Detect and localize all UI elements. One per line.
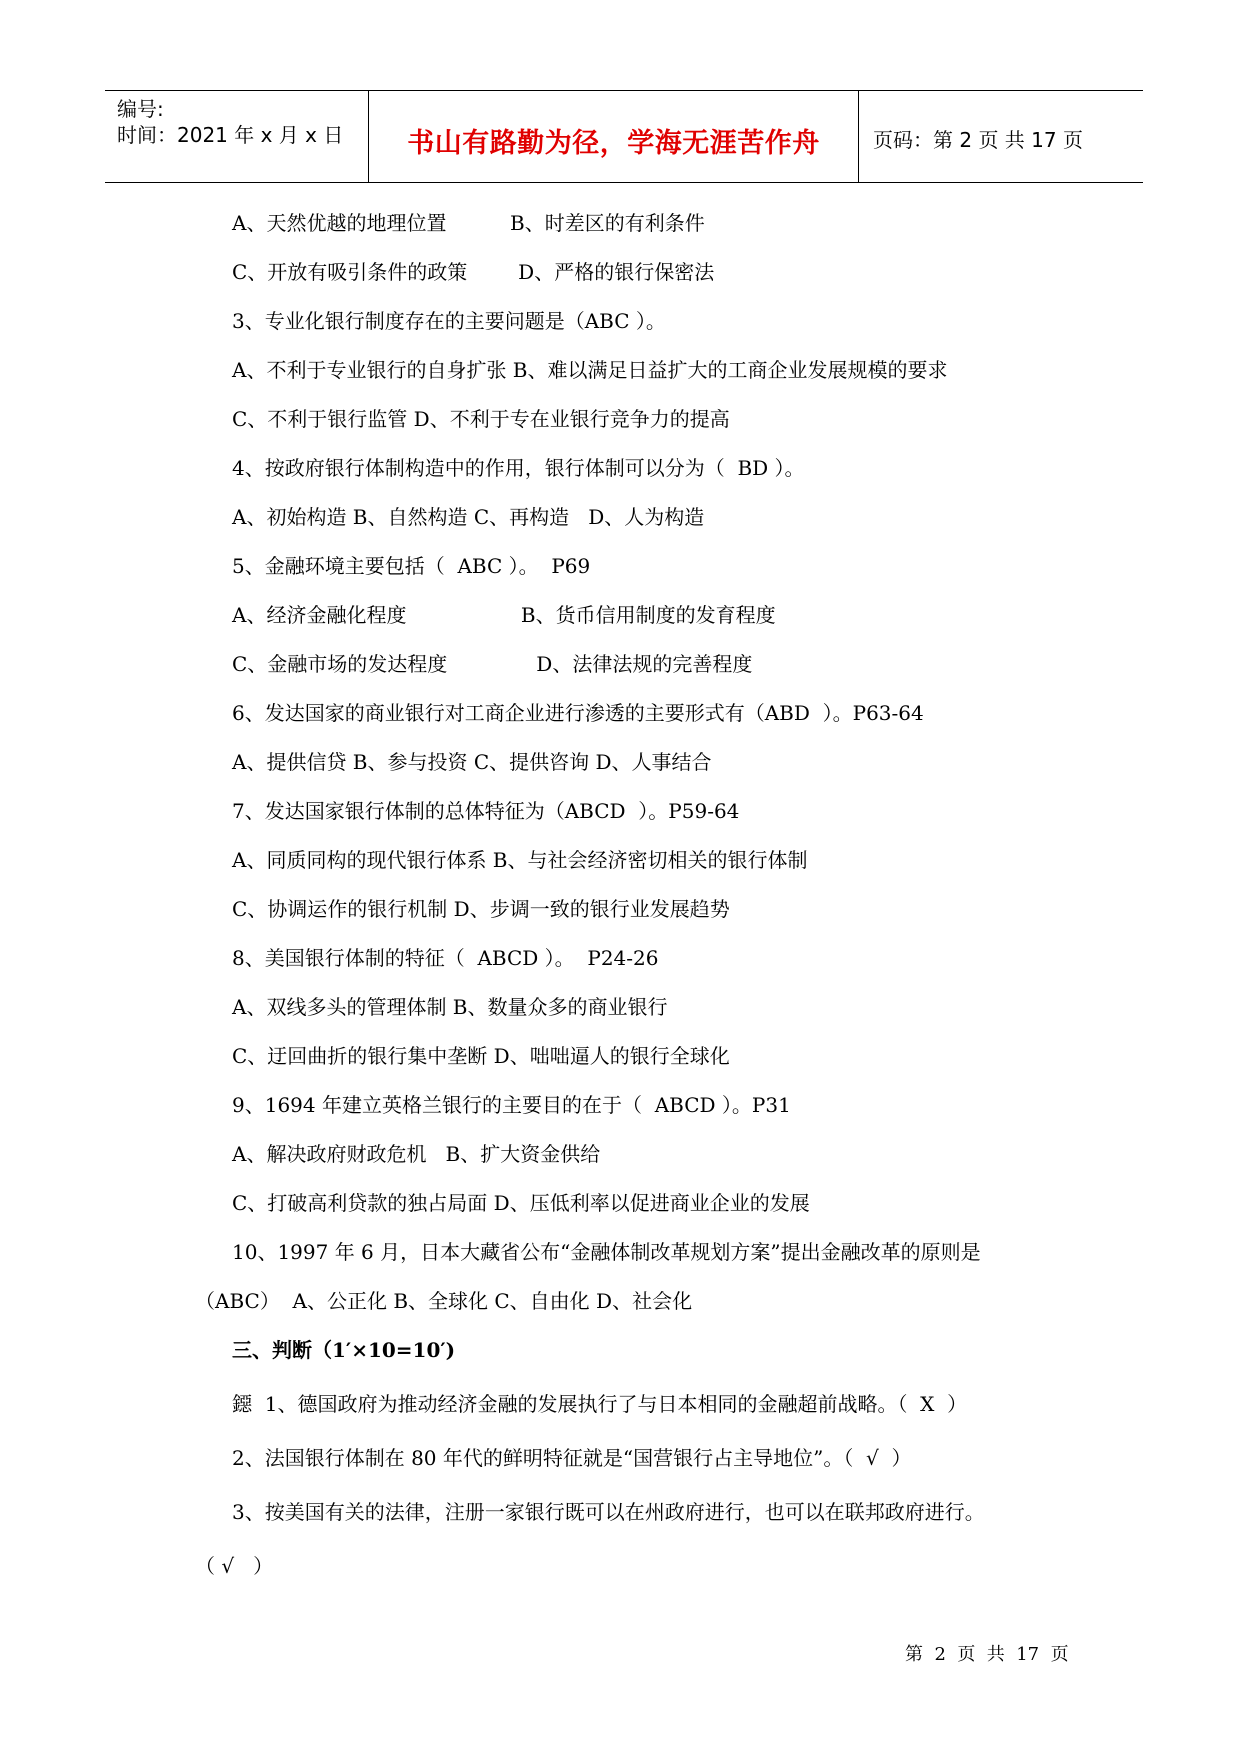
text-line: 5、金融环境主要包括（ ABC ）。 P69: [232, 554, 591, 578]
text-line: 鐚 1、德国政府为推动经济金融的发展执行了与日本相同的金融超前战略。（ X ）: [232, 1392, 968, 1416]
text-line: C、金融市场的发达程度 D、法律法规的完善程度: [232, 652, 753, 676]
text-line: 4、按政府银行体制构造中的作用，银行体制可以分为（ BD ）。: [232, 456, 805, 480]
text-line: A、不利于专业银行的自身扩张 B、难以满足日益扩大的工商企业发展规模的要求: [232, 358, 948, 382]
header-page-code: 页码：第 2 页 共 17 页: [873, 128, 1083, 152]
text-line: 3、专业化银行制度存在的主要问题是（ABC ）。: [232, 309, 666, 333]
text-line: 9、1694 年建立英格兰银行的主要目的在于（ ABCD ）。P31: [232, 1093, 791, 1117]
page-footer: 第 2 页 共 17 页: [905, 1644, 1069, 1665]
text-line: A、初始构造 B、自然构造 C、再构造 D、人为构造: [232, 505, 705, 529]
text-line: C、开放有吸引条件的政策 D、严格的银行保密法: [232, 260, 715, 284]
text-line: A、双线多头的管理体制 B、数量众多的商业银行: [232, 995, 668, 1019]
text-line: 7、发达国家银行体制的总体特征为（ABCD ）。P59-64: [232, 799, 740, 823]
page-header: [105, 90, 1143, 183]
header-motto-cell: [369, 91, 859, 182]
text-line: 6、发达国家的商业银行对工商企业进行渗透的主要形式有（ABD ）。P63-64: [232, 701, 924, 725]
text-line: A、天然优越的地理位置 B、时差区的有利条件: [232, 211, 705, 235]
header-page-cell: [859, 91, 1143, 182]
text-line: C、协调运作的银行机制 D、步调一致的银行业发展趋势: [232, 897, 730, 921]
header-motto: 书山有路勤为径，学海无涯苦作舟: [407, 128, 820, 159]
text-line: A、经济金融化程度 B、货币信用制度的发育程度: [232, 603, 776, 627]
text-line: 2、法国银行体制在 80 年代的鲜明特征就是“国营银行占主导地位”。（ √ ）: [232, 1446, 912, 1470]
text-line: 10、1997 年 6 月，日本大藏省公布“金融体制改革规划方案”提出金融改革的原则是: [232, 1240, 981, 1264]
text-line: （ABC） A、公正化 B、全球化 C、自由化 D、社会化: [195, 1289, 693, 1313]
text-line: C、迂回曲折的银行集中垄断 D、咄咄逼人的银行全球化: [232, 1044, 730, 1068]
text-line: 三、判断（1′×10=10′): [232, 1338, 456, 1362]
text-line: A、解决政府财政危机 B、扩大资金供给: [232, 1142, 601, 1166]
text-line: A、同质同构的现代银行体系 B、与社会经济密切相关的银行体制: [232, 848, 808, 872]
header-meta-cell: [105, 91, 369, 182]
text-line: C、不利于银行监管 D、不利于专在业银行竞争力的提高: [232, 407, 730, 431]
document-number-label: 编号:: [117, 97, 164, 121]
document-time-label: 时间：2021 年 x 月 x 日: [117, 123, 344, 147]
text-line: C、打破高利贷款的独占局面 D、压低利率以促进商业企业的发展: [232, 1191, 810, 1215]
text-line: 3、按美国有关的法律，注册一家银行既可以在州政府进行，也可以在联邦政府进行。: [232, 1500, 985, 1524]
text-line: A、提供信贷 B、参与投资 C、提供咨询 D、人事结合: [232, 750, 712, 774]
text-line: （ √ ）: [195, 1554, 274, 1578]
text-line: 8、美国银行体制的特征（ ABCD ）。 P24-26: [232, 946, 659, 970]
